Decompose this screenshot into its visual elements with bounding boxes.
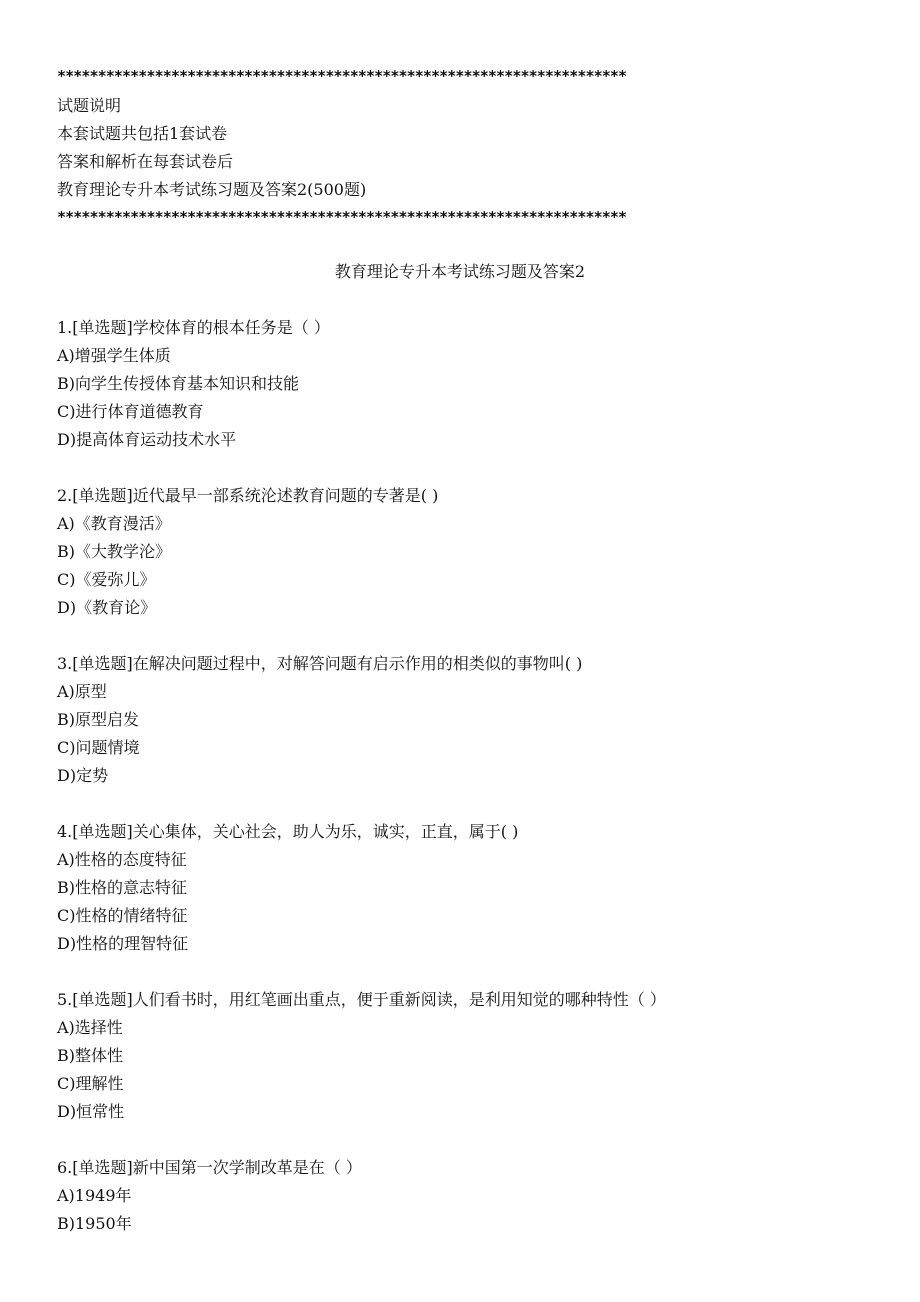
- intro-line-answers: 答案和解析在每套试卷后: [57, 152, 234, 171]
- intro-line-exam-name: 教育理论专升本考试练习题及答案2(500题): [57, 180, 367, 199]
- option-b: B)整体性: [57, 1046, 124, 1065]
- option-a: A)增强学生体质: [57, 346, 171, 365]
- document-title: 教育理论专升本考试练习题及答案2: [334, 262, 586, 281]
- option-d: D)性格的理智特征: [57, 934, 189, 953]
- star-separator-bottom: **********************************************************************: [57, 208, 627, 226]
- question-stem: 2.[单选题]近代最早一部系统沦述教育问题的专著是( ): [57, 486, 439, 505]
- question-stem: 6.[单选题]新中国第一次学制改革是在（ ）: [57, 1158, 362, 1177]
- option-b: B)向学生传授体育基本知识和技能: [57, 374, 300, 393]
- option-d: D)定势: [57, 766, 109, 785]
- option-b: B)性格的意志特征: [57, 878, 188, 897]
- option-c: C)性格的情绪特征: [57, 906, 188, 925]
- option-c: C)进行体育道德教育: [57, 402, 204, 421]
- question-stem: 3.[单选题]在解决问题过程中，对解答问题有启示作用的相类似的事物叫( ): [57, 654, 583, 673]
- question-1: [57, 314, 887, 454]
- question-2: [57, 482, 887, 622]
- option-b: B)1950年: [57, 1214, 132, 1233]
- intro-line-set-count: 本套试题共包括1套试卷: [57, 124, 228, 143]
- question-list: [57, 314, 887, 1266]
- option-c: C)理解性: [57, 1074, 124, 1093]
- question-4: [57, 818, 887, 958]
- option-a: A)1949年: [57, 1186, 132, 1205]
- option-c: C)问题情境: [57, 738, 140, 757]
- question-stem: 4.[单选题]关心集体，关心社会，助人为乐，诚实，正直，属于( ): [57, 822, 519, 841]
- question-5: [57, 986, 887, 1126]
- option-d: D)恒常性: [57, 1102, 125, 1121]
- intro-block: [57, 92, 366, 204]
- option-d: D)提高体育运动技术水平: [57, 430, 237, 449]
- option-a: A)原型: [57, 682, 107, 701]
- question-3: [57, 650, 887, 790]
- option-b: B)原型启发: [57, 710, 140, 729]
- option-a: A)性格的态度特征: [57, 850, 187, 869]
- option-a: A)选择性: [57, 1018, 123, 1037]
- option-d: D)《教育论》: [57, 598, 157, 617]
- question-stem: 5.[单选题]人们看书时，用红笔画出重点，便于重新阅读，是利用知觉的哪种特性（ ）: [57, 990, 666, 1009]
- question-stem: 1.[单选题]学校体育的根本任务是（ ）: [57, 318, 330, 337]
- option-a: A)《教育漫活》: [57, 514, 171, 533]
- star-separator-top: **********************************************************************: [57, 67, 627, 85]
- question-6: [57, 1154, 887, 1238]
- option-b: B)《大教学沦》: [57, 542, 172, 561]
- intro-heading: 试题说明: [57, 96, 122, 115]
- option-c: C)《爱弥儿》: [57, 570, 156, 589]
